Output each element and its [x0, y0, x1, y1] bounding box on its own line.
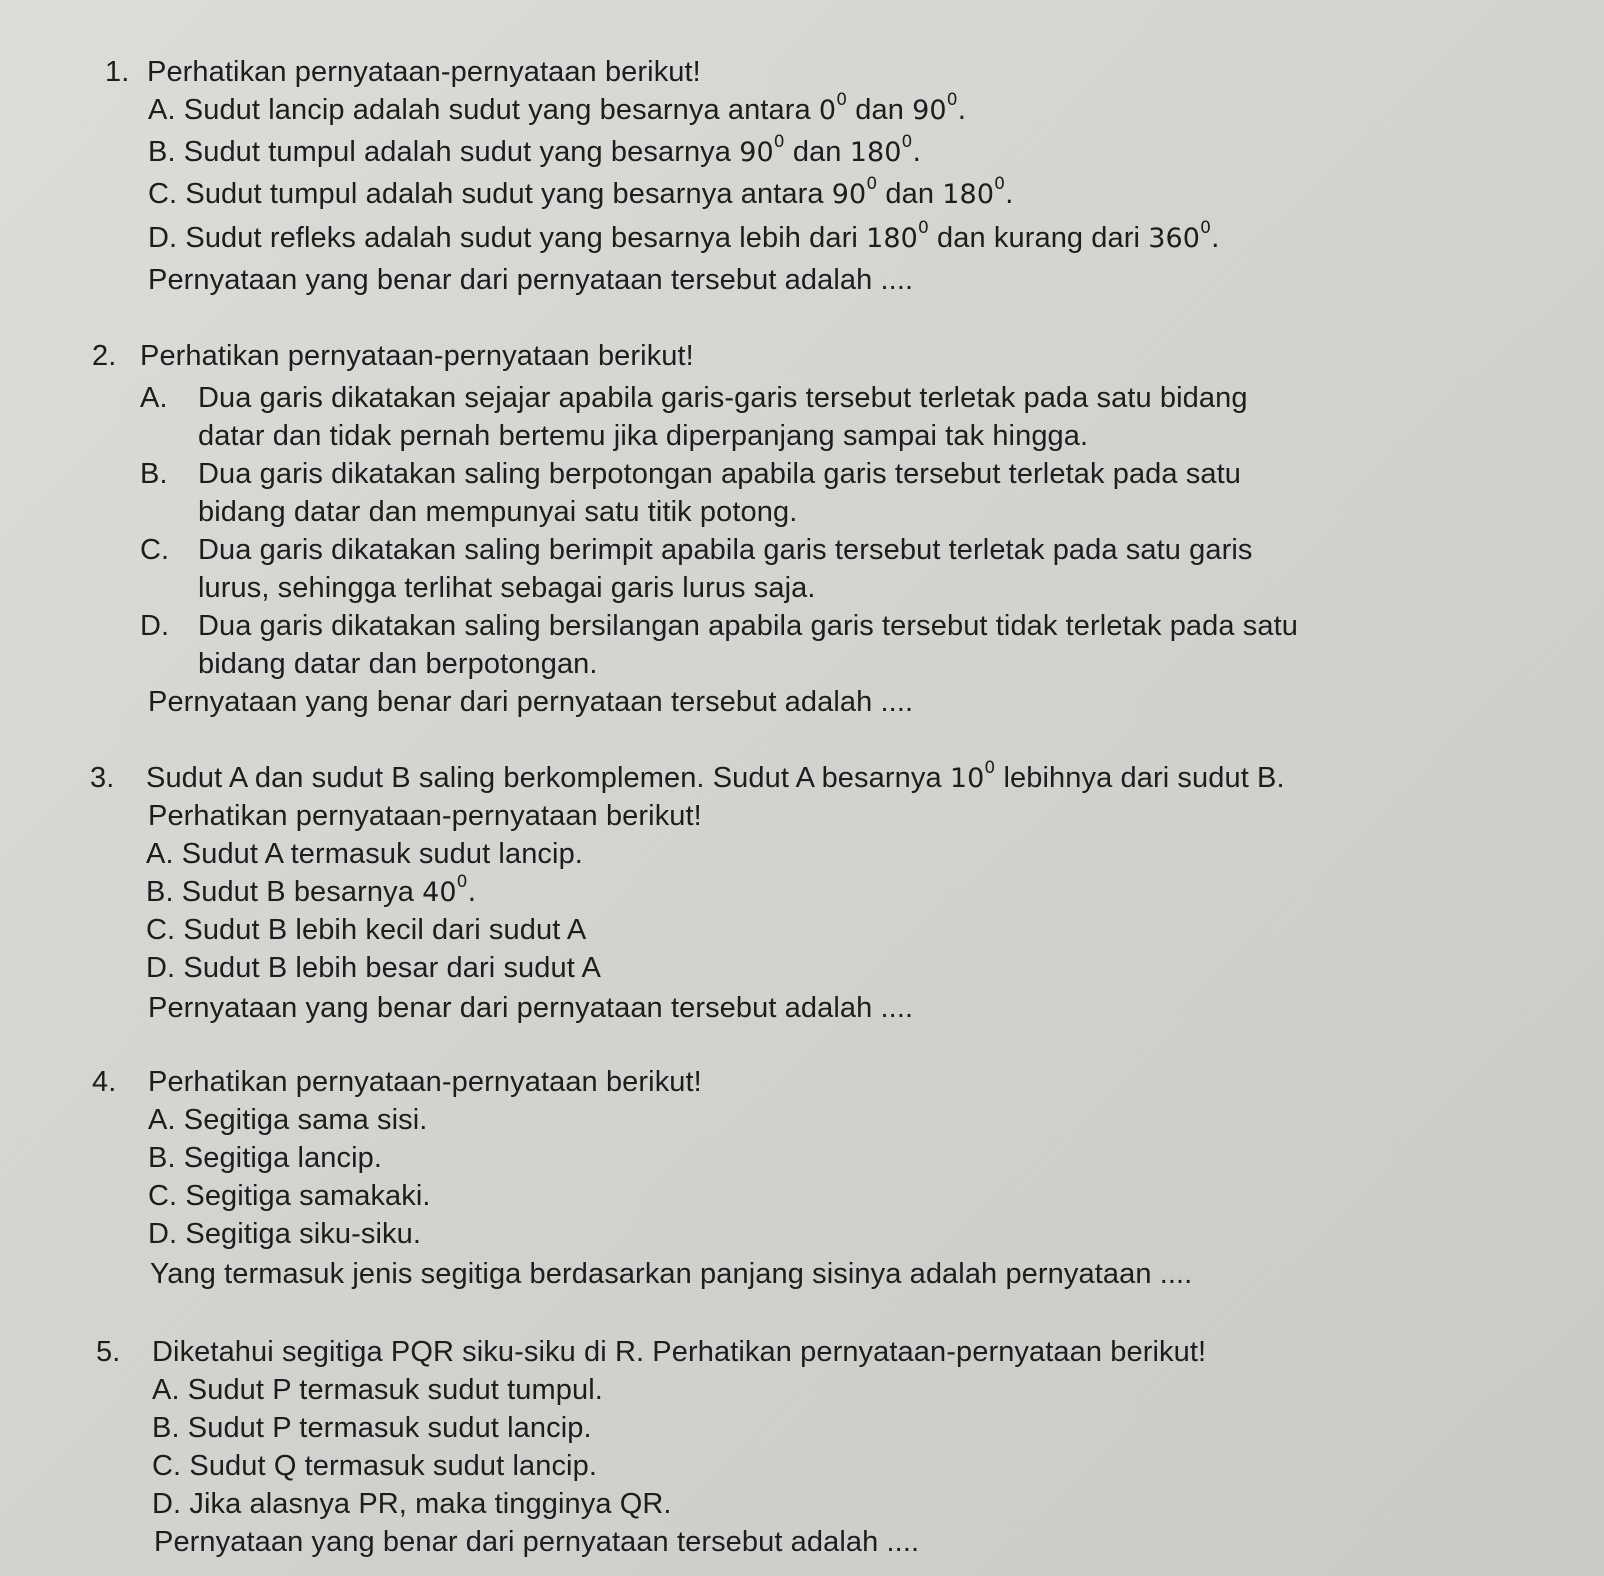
q1-option-b-v1: $90^0$: [739, 132, 785, 168]
q4-closing: Yang termasuk jenis segitiga berdasarkan panjang sisinya adalah pernyataan ....: [150, 1258, 1193, 1290]
q1-option-c-mid: dan: [885, 178, 935, 210]
q4-option-a-label: A.: [148, 1104, 176, 1136]
q3-option-c-label: C.: [146, 914, 176, 946]
q5-option-d: [152, 1486, 672, 1522]
q5-option-c-label: C.: [152, 1450, 182, 1482]
q3-option-a-label: A.: [146, 838, 174, 870]
q2-intro-text: Perhatikan pernyataan-pernyataan berikut!: [140, 340, 694, 372]
q4-option-c: [148, 1178, 431, 1214]
q1-option-a-mid: dan: [855, 94, 904, 126]
q3-option-b: [146, 874, 476, 911]
q3-option-c-text: Sudut B lebih kecil dari sudut A: [183, 914, 587, 946]
q3-option-d: [146, 950, 601, 986]
q5-option-c-text: Sudut Q termasuk sudut lancip.: [189, 1450, 597, 1482]
q4-option-d-text: Segitiga siku-siku.: [185, 1218, 421, 1250]
q1-option-d-label: D.: [148, 222, 178, 254]
q4-option-a: [148, 1102, 427, 1138]
q1-option-c-v2: $180^0$.: [942, 174, 1014, 210]
q3-option-d-label: D.: [146, 952, 176, 984]
q1-option-d-text: Sudut refleks adalah sudut yang besarnya lebih dari: [185, 222, 858, 254]
q2-number: 2.: [92, 340, 117, 372]
q1-option-d-mid: dan kurang dari: [937, 222, 1141, 254]
q2-option-d-cont: bidang datar dan berpotongan.: [198, 648, 598, 680]
q1-option-b-label: B.: [148, 136, 176, 168]
q1-option-b-v2: $180^0$.: [849, 132, 922, 168]
q3-option-c: [146, 912, 586, 948]
q2-option-c-cont: lurus, sehingga terlihat sebagai garis lurus saja.: [198, 572, 816, 604]
q1-closing: Pernyataan yang benar dari pernyataan tersebut adalah ....: [148, 264, 914, 296]
q5-option-c: [152, 1448, 597, 1484]
q5-intro: [96, 1334, 1207, 1370]
q1-option-b-mid: dan: [792, 136, 842, 168]
q1-option-a-v1: $0^0$: [818, 90, 848, 126]
q3-intro-text: Sudut A dan sudut B saling berkomplemen. Sudut A besarnya $10^0$ lebihnya dari sudut B.: [146, 758, 1285, 794]
q2-option-d-label: D.: [140, 610, 170, 642]
q2-option-c-label: C.: [140, 534, 170, 566]
q3-option-b-v1: $40^0$.: [422, 872, 477, 908]
q2-option-b-label: B.: [140, 458, 168, 490]
q5-option-a-text: Sudut P termasuk sudut tumpul.: [187, 1374, 603, 1406]
q2-intro: [92, 338, 694, 374]
q1-intro: [105, 54, 701, 90]
q1-option-d-v2: $360^0$.: [1148, 218, 1220, 254]
q1-option-a-v2: $90^0$.: [912, 90, 967, 126]
q5-option-d-text: Jika alasnya PR, maka tingginya QR.: [189, 1488, 672, 1520]
q5-number: 5.: [96, 1336, 121, 1368]
q1-number: 1.: [105, 56, 130, 88]
q1-option-c-text: Sudut tumpul adalah sudut yang besarnya antara: [185, 178, 824, 210]
q2-option-c: [140, 532, 1253, 568]
q1-option-c-label: C.: [148, 178, 178, 210]
q3-option-b-text: Sudut B besarnya: [181, 876, 414, 908]
q4-option-a-text: Segitiga sama sisi.: [183, 1104, 428, 1136]
q2-option-a-line1: Dua garis dikatakan sejajar apabila garis-garis tersebut terletak pada satu bidang: [198, 382, 1248, 414]
q5-intro-text: Diketahui segitiga PQR siku-siku di R. Perhatikan pernyataan-pernyataan berikut!: [152, 1336, 1207, 1368]
q2-option-b: [140, 456, 1242, 492]
q3-intro: [90, 758, 1285, 796]
q3-option-a: [146, 836, 583, 872]
q1-option-d-v1: $180^0$: [866, 218, 929, 254]
q4-option-b-text: Segitiga lancip.: [183, 1142, 383, 1174]
q1-option-d: [148, 220, 1220, 257]
q3-option-d-text: Sudut B lebih besar dari sudut A: [183, 952, 601, 984]
q5-option-a: [152, 1372, 603, 1408]
q2-option-b-cont: bidang datar dan mempunyai satu titik potong.: [198, 496, 798, 528]
q2-option-a-cont: datar dan tidak pernah bertemu jika diperpanjang sampai tak hingga.: [198, 420, 1089, 452]
q1-option-c: [148, 176, 1014, 213]
q5-option-b-text: Sudut P termasuk sudut lancip.: [187, 1412, 592, 1444]
q3-closing: Pernyataan yang benar dari pernyataan tersebut adalah ....: [148, 992, 914, 1024]
q2-closing: Pernyataan yang benar dari pernyataan tersebut adalah ....: [148, 686, 914, 718]
q1-option-b-text: Sudut tumpul adalah sudut yang besarnya: [183, 136, 732, 168]
q4-option-d-label: D.: [148, 1218, 178, 1250]
q1-option-b: [148, 134, 921, 171]
q1-intro-text: Perhatikan pernyataan-pernyataan berikut!: [147, 56, 701, 88]
q2-option-d-line1: Dua garis dikatakan saling bersilangan apabila garis tersebut tidak terletak pada satu: [198, 610, 1298, 642]
q5-closing: Pernyataan yang benar dari pernyataan tersebut adalah ....: [154, 1526, 920, 1558]
q3-option-b-label: B.: [146, 876, 174, 908]
q2-option-b-line1: Dua garis dikatakan saling berpotongan apabila garis tersebut terletak pada satu: [198, 458, 1242, 490]
q1-option-a-label: A.: [148, 94, 176, 126]
q2-option-a: [140, 380, 1248, 416]
q4-option-b-label: B.: [148, 1142, 176, 1174]
q4-number: 4.: [92, 1066, 117, 1098]
q1-option-c-v1: $90^0$: [831, 174, 878, 210]
q2-option-d: [140, 608, 1298, 644]
q4-intro-text: Perhatikan pernyataan-pernyataan berikut!: [148, 1066, 702, 1098]
q4-intro: [92, 1064, 702, 1100]
q1-option-a-text: Sudut lancip adalah sudut yang besarnya antara: [183, 94, 811, 126]
q3-option-a-text: Sudut A termasuk sudut lancip.: [181, 838, 583, 870]
q5-option-b-label: B.: [152, 1412, 180, 1444]
q4-option-c-label: C.: [148, 1180, 178, 1212]
q1-option-a: [148, 92, 966, 129]
q5-option-a-label: A.: [152, 1374, 180, 1406]
q4-option-d: [148, 1216, 421, 1252]
q4-option-c-text: Segitiga samakaki.: [185, 1180, 431, 1212]
q3-number: 3.: [90, 762, 115, 794]
q5-option-b: [152, 1410, 592, 1446]
q2-option-c-line1: Dua garis dikatakan saling berimpit apabila garis tersebut terletak pada satu garis: [198, 534, 1253, 566]
q5-option-d-label: D.: [152, 1488, 182, 1520]
q3-intro2: Perhatikan pernyataan-pernyataan berikut!: [148, 800, 702, 832]
q2-option-a-label: A.: [140, 382, 168, 414]
q4-option-b: [148, 1140, 382, 1176]
